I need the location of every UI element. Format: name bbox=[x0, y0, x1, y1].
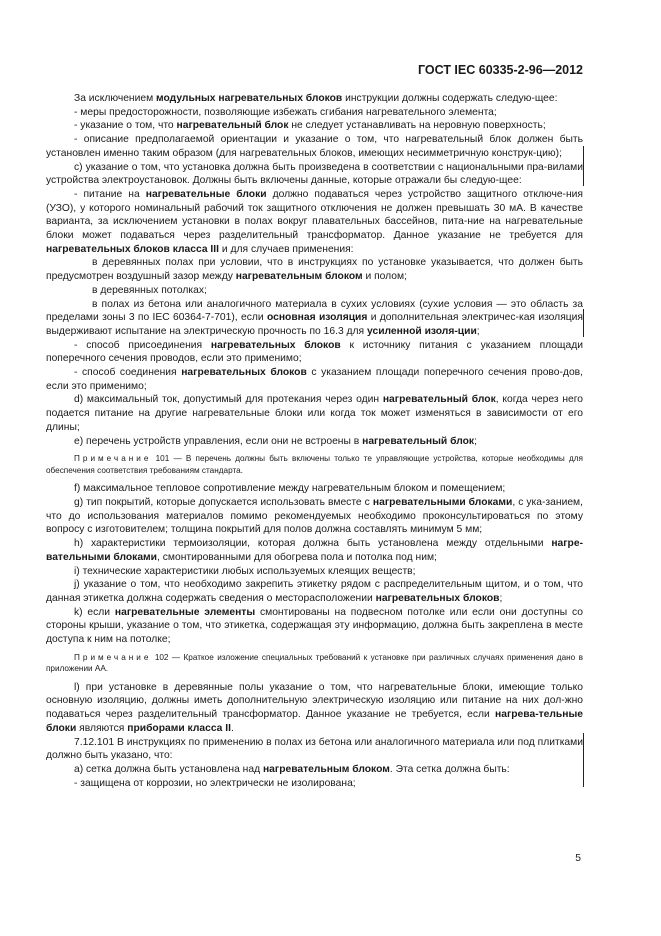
item-c: c) указание о том, что установка должна быть произведена в соответствии с национальными пра-вилами устройства электроустановок. Должны быть включены данные, которые отражали бы следую-щее: bbox=[46, 161, 583, 187]
list-item: - описание предполагаемой ориентации и указание о том, что нагревательный блок должен быть установлен именно таким образом (для нагревательных блоков, имеющих несимметричную конструк-цию); bbox=[46, 134, 583, 159]
change-bar bbox=[583, 146, 584, 186]
standard-header: ГОСТ IEC 60335-2-96—2012 bbox=[417, 63, 583, 77]
list-item: - указание о том, что нагревательный блок не следует устанавливать на неровную поверхность; bbox=[74, 120, 546, 132]
list-item: - способ присоединения нагревательных блоков к источнику питания с указанием площади поперечного сечения проводов, если это применимо; bbox=[46, 339, 583, 365]
item-e: e) перечень устройств управления, если они не встроены в нагревательный блок; bbox=[74, 435, 477, 447]
sub-item: в деревянных полах при условии, что в инструкциях по установке указывается, что должен быть предусмотрен воздушный зазор между нагревательным блоком и полом; bbox=[46, 257, 583, 283]
sub-item: в полах из бетона или аналогичного материала в сухих условиях (сухие условия — это область за пределами зоны 3 по IEC 60364-7-701), если основная изоляция и дополнительная электричес-кая изоляция выдерживают испытание на электрическую прочность по 16.3 для усиленной изоля-ции; bbox=[46, 298, 583, 337]
item-a: a) сетка должна быть установлена над нагревательным блоком. Эта сетка должна быть: bbox=[74, 763, 510, 775]
change-bar bbox=[583, 733, 584, 787]
paragraph: За исключением модульных нагревательных блоков инструкции должны содержать следую-щее: bbox=[74, 93, 558, 104]
list-item: - меры предосторожности, позволяющие избежать сгибания нагревательного элемента; bbox=[74, 106, 497, 118]
section-7-12-101: 7.12.101 В инструкциях по применению в полах из бетона или аналогичного материала или под плитками должно быть указано, что: bbox=[46, 736, 583, 762]
item-f: f) максимальное тепловое сопротивление между нагревательным блоком и помещением; bbox=[74, 483, 506, 495]
note-102: Примечание 102 — Краткое изложение специальных требований к установке при различных случаях применения дано в приложении АА. bbox=[46, 652, 583, 674]
item-d: d) максимальный ток, допустимый для протекания через один нагревательный блок, когда через него подается питание на другие нагревательные блоки или когда ток может изменяться в зависимости от его длины; bbox=[46, 394, 584, 433]
page-number: 5 bbox=[575, 853, 581, 864]
item-g: g) тип покрытий, которые допускается использовать вместе с нагревательными блоками, с ука-занием, что до использования материалов помимо рекомендуемых необходимо проконсультироваться по этому вопросу с изготовителем; толщина покрытий для полов должна составлять минимум 5 мм; bbox=[46, 496, 583, 536]
sub-item: в деревянных потолках; bbox=[92, 284, 207, 296]
note-101: Примечание 101 — В перечень должны быть включены только те управляющие устройства, которые необходимы для обеспечения соответствия требованиям стандарта. bbox=[46, 454, 583, 475]
item-i: i) технические характеристики любых используемых клеящих веществ; bbox=[74, 565, 416, 577]
item-h: h) характеристики термоизоляции, которая должна быть установлена между отдельными нагре-вательными блоками, смонтированными для обогрева пола и потолка под ним; bbox=[46, 538, 583, 563]
document-body bbox=[46, 92, 583, 790]
list-item: - способ соединения нагревательных блоков с указанием площади поперечного сечения прово-дов, если это применимо; bbox=[46, 367, 583, 392]
list-item: - защищена от коррозии, но электрически не изолирована; bbox=[74, 777, 356, 789]
change-bar bbox=[583, 309, 584, 337]
item-l: l) при установке в деревянные полы указание о том, что нагревательные блоки, имеющие только основную изоляцию, должны иметь дополнительную электрическую изоляцию или питание на них дол-жно подаваться через разделительный трансформатор. Данное указание не требуется, если нагрева-тельные блоки являются приборами класса II. bbox=[46, 681, 583, 734]
item-k: k) если нагревательные элементы смонтированы на подвесном потолке или если они доступны со стороны крыши, указание о том, что этикетка, содержащая эту информацию, должна быть закреплена в месте доступа к ним на потолке; bbox=[46, 606, 583, 646]
item-j: j) указание о том, что необходимо закрепить этикетку рядом с распределительным щитом, и о том, что данная этикетка должна содержать сведения о месторасположении нагревательных блоков; bbox=[46, 579, 583, 604]
list-item: - питание на нагревательные блоки должно подаваться через устройство защитного отключе-ния (УЗО), у которого номинальный рабочий ток защитного отключения не должен превышать 30 мА. В качестве варианта, за исключением установки в полах вокруг плавательных бассейнов, пита-ние на нагревательные блоки может подаваться через разделительный трансформатор. Данное указание не требуется для нагревательных блоков класса III и для случаев применения: bbox=[46, 188, 583, 255]
